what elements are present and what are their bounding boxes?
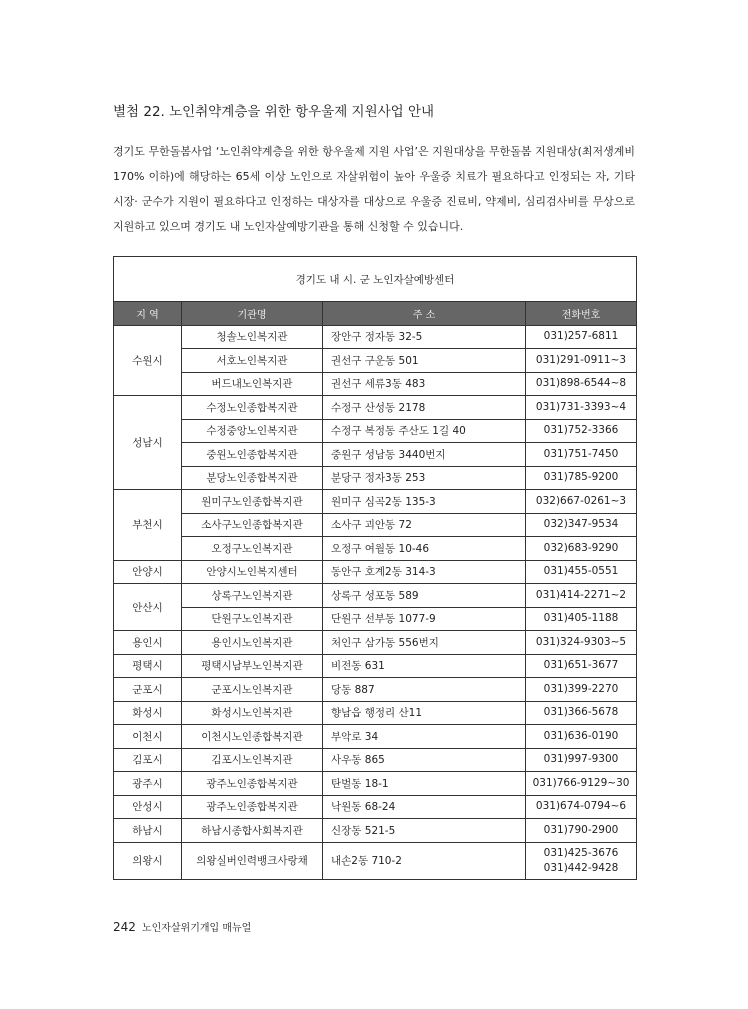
cell-institution: 의왕실버인력뱅크사랑채	[182, 842, 323, 879]
table-row	[114, 490, 637, 514]
table-row	[114, 560, 637, 584]
cell-institution: 분당노인종합복지관	[182, 466, 323, 490]
cell-phone	[526, 631, 637, 655]
cell-institution: 단원구노인복지관	[182, 607, 323, 631]
table-header-row	[114, 302, 637, 326]
cell-region: 부천시	[114, 490, 182, 561]
cell-region: 광주시	[114, 772, 182, 796]
cell-institution: 안양시노인복지센터	[182, 560, 323, 584]
cell-address: 부악로 34	[323, 725, 526, 749]
cell-address: 중원구 성남동 3440번지	[323, 443, 526, 467]
phone-number: 031)405-1188	[543, 612, 619, 625]
cell-address: 당동 887	[323, 678, 526, 702]
cell-phone	[526, 396, 637, 420]
phone-number: 031)455-0551	[543, 565, 619, 578]
cell-institution: 서호노인복지관	[182, 349, 323, 373]
phone-number: 031)324-9303~5	[535, 635, 627, 648]
cell-address: 단원구 선부동 1077-9	[323, 607, 526, 631]
cell-institution: 버드내노인복지관	[182, 372, 323, 396]
phone-number: 031)674-0794~6	[535, 800, 627, 813]
cell-phone	[526, 466, 637, 490]
cell-phone	[526, 443, 637, 467]
institution-table	[113, 256, 637, 880]
cell-institution: 화성시노인복지관	[182, 701, 323, 725]
table-row	[114, 631, 637, 655]
phone-number: 032)683-9290	[543, 541, 619, 554]
cell-institution: 하남시종합사회복지관	[182, 819, 323, 843]
phone-number: 032)347-9534	[543, 518, 619, 531]
table-row	[114, 537, 637, 561]
cell-institution: 김포시노인복지관	[182, 748, 323, 772]
phone-number: 031)414-2271~2	[535, 588, 627, 601]
phone-number: 031)751-7450	[543, 447, 619, 460]
phone-number: 032)667-0261~3	[535, 494, 627, 507]
cell-phone	[526, 654, 637, 678]
cell-region: 안성시	[114, 795, 182, 819]
page-number: 242	[113, 920, 136, 934]
cell-address: 내손2동 710-2	[323, 842, 526, 879]
phone-number: 031)898-6544~8	[535, 377, 627, 390]
table-row	[114, 396, 637, 420]
cell-institution: 상록구노인복지관	[182, 584, 323, 608]
cell-phone	[526, 349, 637, 373]
cell-institution: 원미구노인종합복지관	[182, 490, 323, 514]
table-row	[114, 325, 637, 349]
cell-region: 화성시	[114, 701, 182, 725]
cell-region: 성남시	[114, 396, 182, 490]
cell-institution: 오정구노인복지관	[182, 537, 323, 561]
phone-number: 031)366-5678	[543, 706, 619, 719]
table-row	[114, 748, 637, 772]
cell-region: 하남시	[114, 819, 182, 843]
cell-institution: 군포시노인복지관	[182, 678, 323, 702]
phone-number: 031)399-2270	[543, 682, 619, 695]
cell-address: 상록구 성포동 589	[323, 584, 526, 608]
cell-region: 안양시	[114, 560, 182, 584]
phone-number: 031)257-6811	[543, 330, 619, 343]
phone-number: 031)442-9428	[543, 861, 619, 874]
cell-phone	[526, 607, 637, 631]
table-row	[114, 701, 637, 725]
table-row	[114, 678, 637, 702]
cell-address: 권선구 세류3동 483	[323, 372, 526, 396]
cell-address: 오정구 여월동 10-46	[323, 537, 526, 561]
cell-address: 수정구 복정동 주산도 1길 40	[323, 419, 526, 443]
table-row	[114, 654, 637, 678]
cell-region: 용인시	[114, 631, 182, 655]
cell-institution: 광주노인종합복지관	[182, 795, 323, 819]
table-row	[114, 795, 637, 819]
cell-institution: 평택시남부노인복지관	[182, 654, 323, 678]
cell-phone	[526, 372, 637, 396]
cell-region: 안산시	[114, 584, 182, 631]
cell-address: 향남읍 행정리 산11	[323, 701, 526, 725]
cell-phone	[526, 537, 637, 561]
table-row	[114, 513, 637, 537]
phone-number: 031)651-3677	[543, 659, 619, 672]
cell-address: 원미구 심곡2동 135-3	[323, 490, 526, 514]
table-row	[114, 584, 637, 608]
page-footer	[113, 919, 251, 934]
phone-number: 031)790-2900	[543, 823, 619, 836]
page-title: 별첨 22. 노인취약계층을 위한 항우울제 지원사업 안내	[113, 104, 435, 120]
cell-address: 동안구 호계2동 314-3	[323, 560, 526, 584]
cell-address: 사우동 865	[323, 748, 526, 772]
table-body	[114, 325, 637, 879]
cell-address: 분당구 정자3동 253	[323, 466, 526, 490]
cell-institution: 이천시노인종합복지관	[182, 725, 323, 749]
cell-address: 장안구 정자동 32-5	[323, 325, 526, 349]
cell-institution: 수정노인종합복지관	[182, 396, 323, 420]
cell-address: 처인구 삼가동 556번지	[323, 631, 526, 655]
cell-phone	[526, 678, 637, 702]
table-row	[114, 607, 637, 631]
table-row	[114, 466, 637, 490]
phone-number: 031)766-9129~30	[532, 776, 630, 789]
header-address: 주 소	[323, 302, 526, 326]
table-row	[114, 772, 637, 796]
cell-phone	[526, 819, 637, 843]
cell-phone	[526, 701, 637, 725]
cell-phone	[526, 584, 637, 608]
cell-institution: 중원노인종합복지관	[182, 443, 323, 467]
cell-region: 의왕시	[114, 842, 182, 879]
cell-phone	[526, 725, 637, 749]
phone-number: 031)997-9300	[543, 753, 619, 766]
table-row	[114, 419, 637, 443]
book-title: 노인자살위기개입 매뉴얼	[141, 923, 252, 934]
intro-paragraph: 경기도 무한돌봄사업 ‘노인취약계층을 위한 항우울제 지원 사업’은 지원대상을 무한돌봄 지원대상(최저생계비 170% 이하)에 해당하는 65세 이상 노인으로 자살위험이 높아 우울증 치료가 필요하다고 인정되는 자, 기타 시장· 군수가 지원이 필요하다고 인정하는 대상자를 대상으로 우울증 진료비, 약제비, 심리검사비를 무상으로 지원하고 있으며 경기도 내 노인자살예방기관을 통해 신청할 수 있습니다.	[113, 145, 635, 233]
cell-address: 신장동 521-5	[323, 819, 526, 843]
cell-address: 낙원동 68-24	[323, 795, 526, 819]
cell-institution: 광주노인종합복지관	[182, 772, 323, 796]
cell-phone	[526, 748, 637, 772]
cell-region: 수원시	[114, 325, 182, 396]
phone-number: 031)752-3366	[543, 424, 619, 437]
header-institution: 기관명	[182, 302, 323, 326]
header-region: 지 역	[114, 302, 182, 326]
phone-number: 031)425-3676	[543, 846, 619, 859]
table-row	[114, 725, 637, 749]
table-row	[114, 443, 637, 467]
table-row	[114, 819, 637, 843]
cell-institution: 수정중앙노인복지관	[182, 419, 323, 443]
cell-phone	[526, 513, 637, 537]
cell-phone	[526, 842, 637, 879]
cell-region: 평택시	[114, 654, 182, 678]
cell-address: 권선구 구운동 501	[323, 349, 526, 373]
phone-number: 031)731-3393~4	[535, 400, 627, 413]
cell-phone	[526, 419, 637, 443]
cell-address: 탄벌동 18-1	[323, 772, 526, 796]
header-phone: 전화번호	[526, 302, 637, 326]
cell-address: 소사구 괴안동 72	[323, 513, 526, 537]
cell-phone	[526, 490, 637, 514]
cell-institution: 소사구노인종합복지관	[182, 513, 323, 537]
cell-address: 수정구 산성동 2178	[323, 396, 526, 420]
table-row	[114, 349, 637, 373]
phone-number: 031)785-9200	[543, 471, 619, 484]
cell-phone	[526, 325, 637, 349]
cell-institution: 청솔노인복지관	[182, 325, 323, 349]
phone-number: 031)291-0911~3	[535, 353, 627, 366]
cell-address: 비전동 631	[323, 654, 526, 678]
table-row	[114, 372, 637, 396]
phone-number: 031)636-0190	[543, 729, 619, 742]
cell-phone	[526, 795, 637, 819]
cell-phone	[526, 772, 637, 796]
cell-region: 군포시	[114, 678, 182, 702]
cell-region: 김포시	[114, 748, 182, 772]
table-row	[114, 842, 637, 879]
table-caption: 경기도 내 시. 군 노인자살예방센터	[114, 257, 637, 302]
cell-region: 이천시	[114, 725, 182, 749]
cell-institution: 용인시노인복지관	[182, 631, 323, 655]
cell-phone	[526, 560, 637, 584]
